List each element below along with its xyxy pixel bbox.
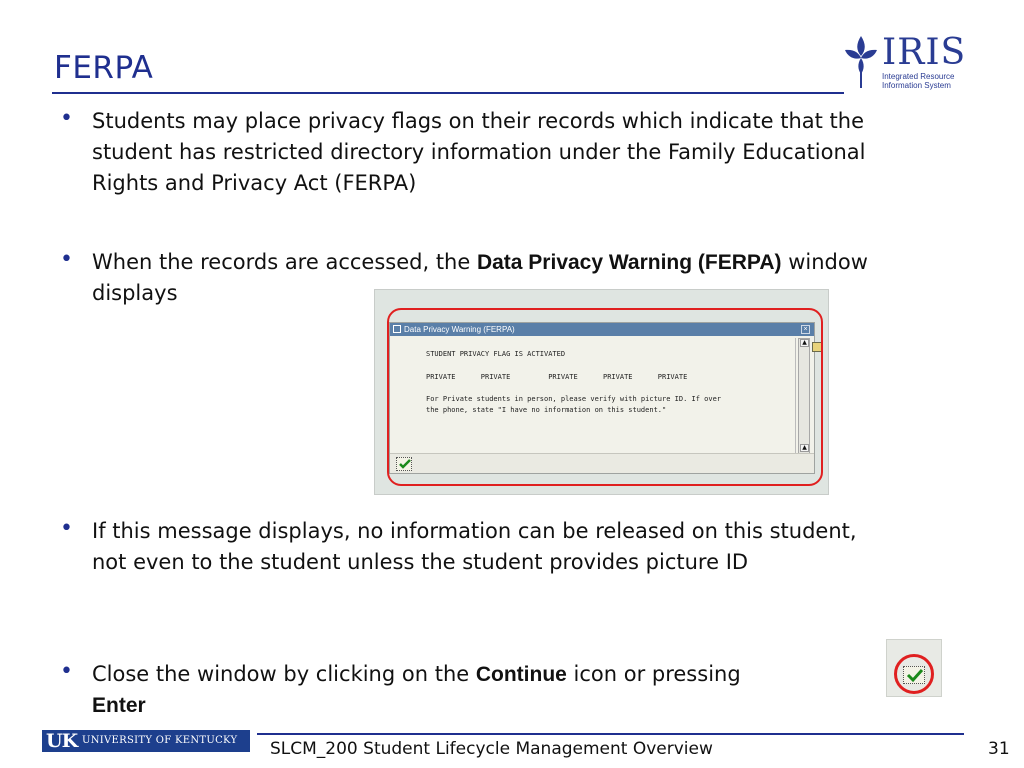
close-icon[interactable]: ×	[801, 325, 810, 334]
sap-dialog-screenshot	[374, 289, 829, 495]
bullet-emphasis: Data Privacy Warning (FERPA)	[476, 251, 782, 274]
logo-subtitle-line2: Information System	[882, 81, 951, 90]
highlight-ring	[894, 654, 934, 694]
bullet-text-pre: Close the window by clicking on the	[92, 662, 476, 686]
bullet-text: Students may place privacy flags on their records which indicate that the student has restricted directory information under the Family Educational Rights and Privacy Act (FERPA)	[92, 109, 866, 195]
sap-dialog-title: Data Privacy Warning (FERPA)	[404, 325, 515, 334]
bullet-text-mid: icon or pressing	[566, 662, 741, 686]
uk-logo-mark: UK	[46, 730, 78, 752]
bullet-icon: •	[60, 247, 73, 272]
message-line: For Private students in person, please verify with picture ID. If over	[426, 395, 722, 403]
continue-icon-callout	[886, 639, 942, 697]
bullet-icon: •	[60, 659, 73, 684]
iris-flower-icon	[842, 34, 880, 92]
message-line: STUDENT PRIVACY FLAG IS ACTIVATED	[426, 350, 566, 358]
iris-logo	[842, 28, 1012, 98]
message-line: the phone, state "I have no information on this student."	[426, 406, 667, 414]
bullet-text-pre: When the records are accessed, the	[92, 250, 477, 274]
bullet-text: If this message displays, no information can be released on this student, not even to the student unless the student provides picture ID	[92, 519, 857, 574]
title-divider	[52, 92, 844, 94]
uk-logo	[42, 730, 250, 752]
page-number: 31	[988, 739, 1010, 759]
bullet-emphasis: Enter	[92, 694, 146, 717]
message-line: PRIVATE PRIVATE PRIVATE PRIVATE PRIVATE	[426, 373, 688, 381]
scroll-up-icon[interactable]: ▲	[800, 444, 809, 452]
logo-wordmark: IRIS	[882, 32, 967, 73]
bullet-text-post: window displays	[92, 250, 868, 305]
bullet-emphasis: Continue	[475, 663, 567, 686]
bullet-text	[92, 659, 882, 721]
scroll-up-icon[interactable]: ▲	[800, 339, 809, 347]
university-name: UNIVERSITY OF KENTUCKY	[82, 735, 238, 746]
footer-course-title: SLCM_200 Student Lifecycle Management Overview	[270, 739, 713, 759]
footer-divider	[257, 733, 964, 735]
bullet-icon: •	[60, 106, 73, 131]
slide-title: FERPA	[54, 50, 154, 86]
highlight-ring	[387, 308, 823, 486]
logo-subtitle-line1: Integrated Resource	[882, 72, 955, 81]
bullet-icon: •	[60, 516, 73, 541]
